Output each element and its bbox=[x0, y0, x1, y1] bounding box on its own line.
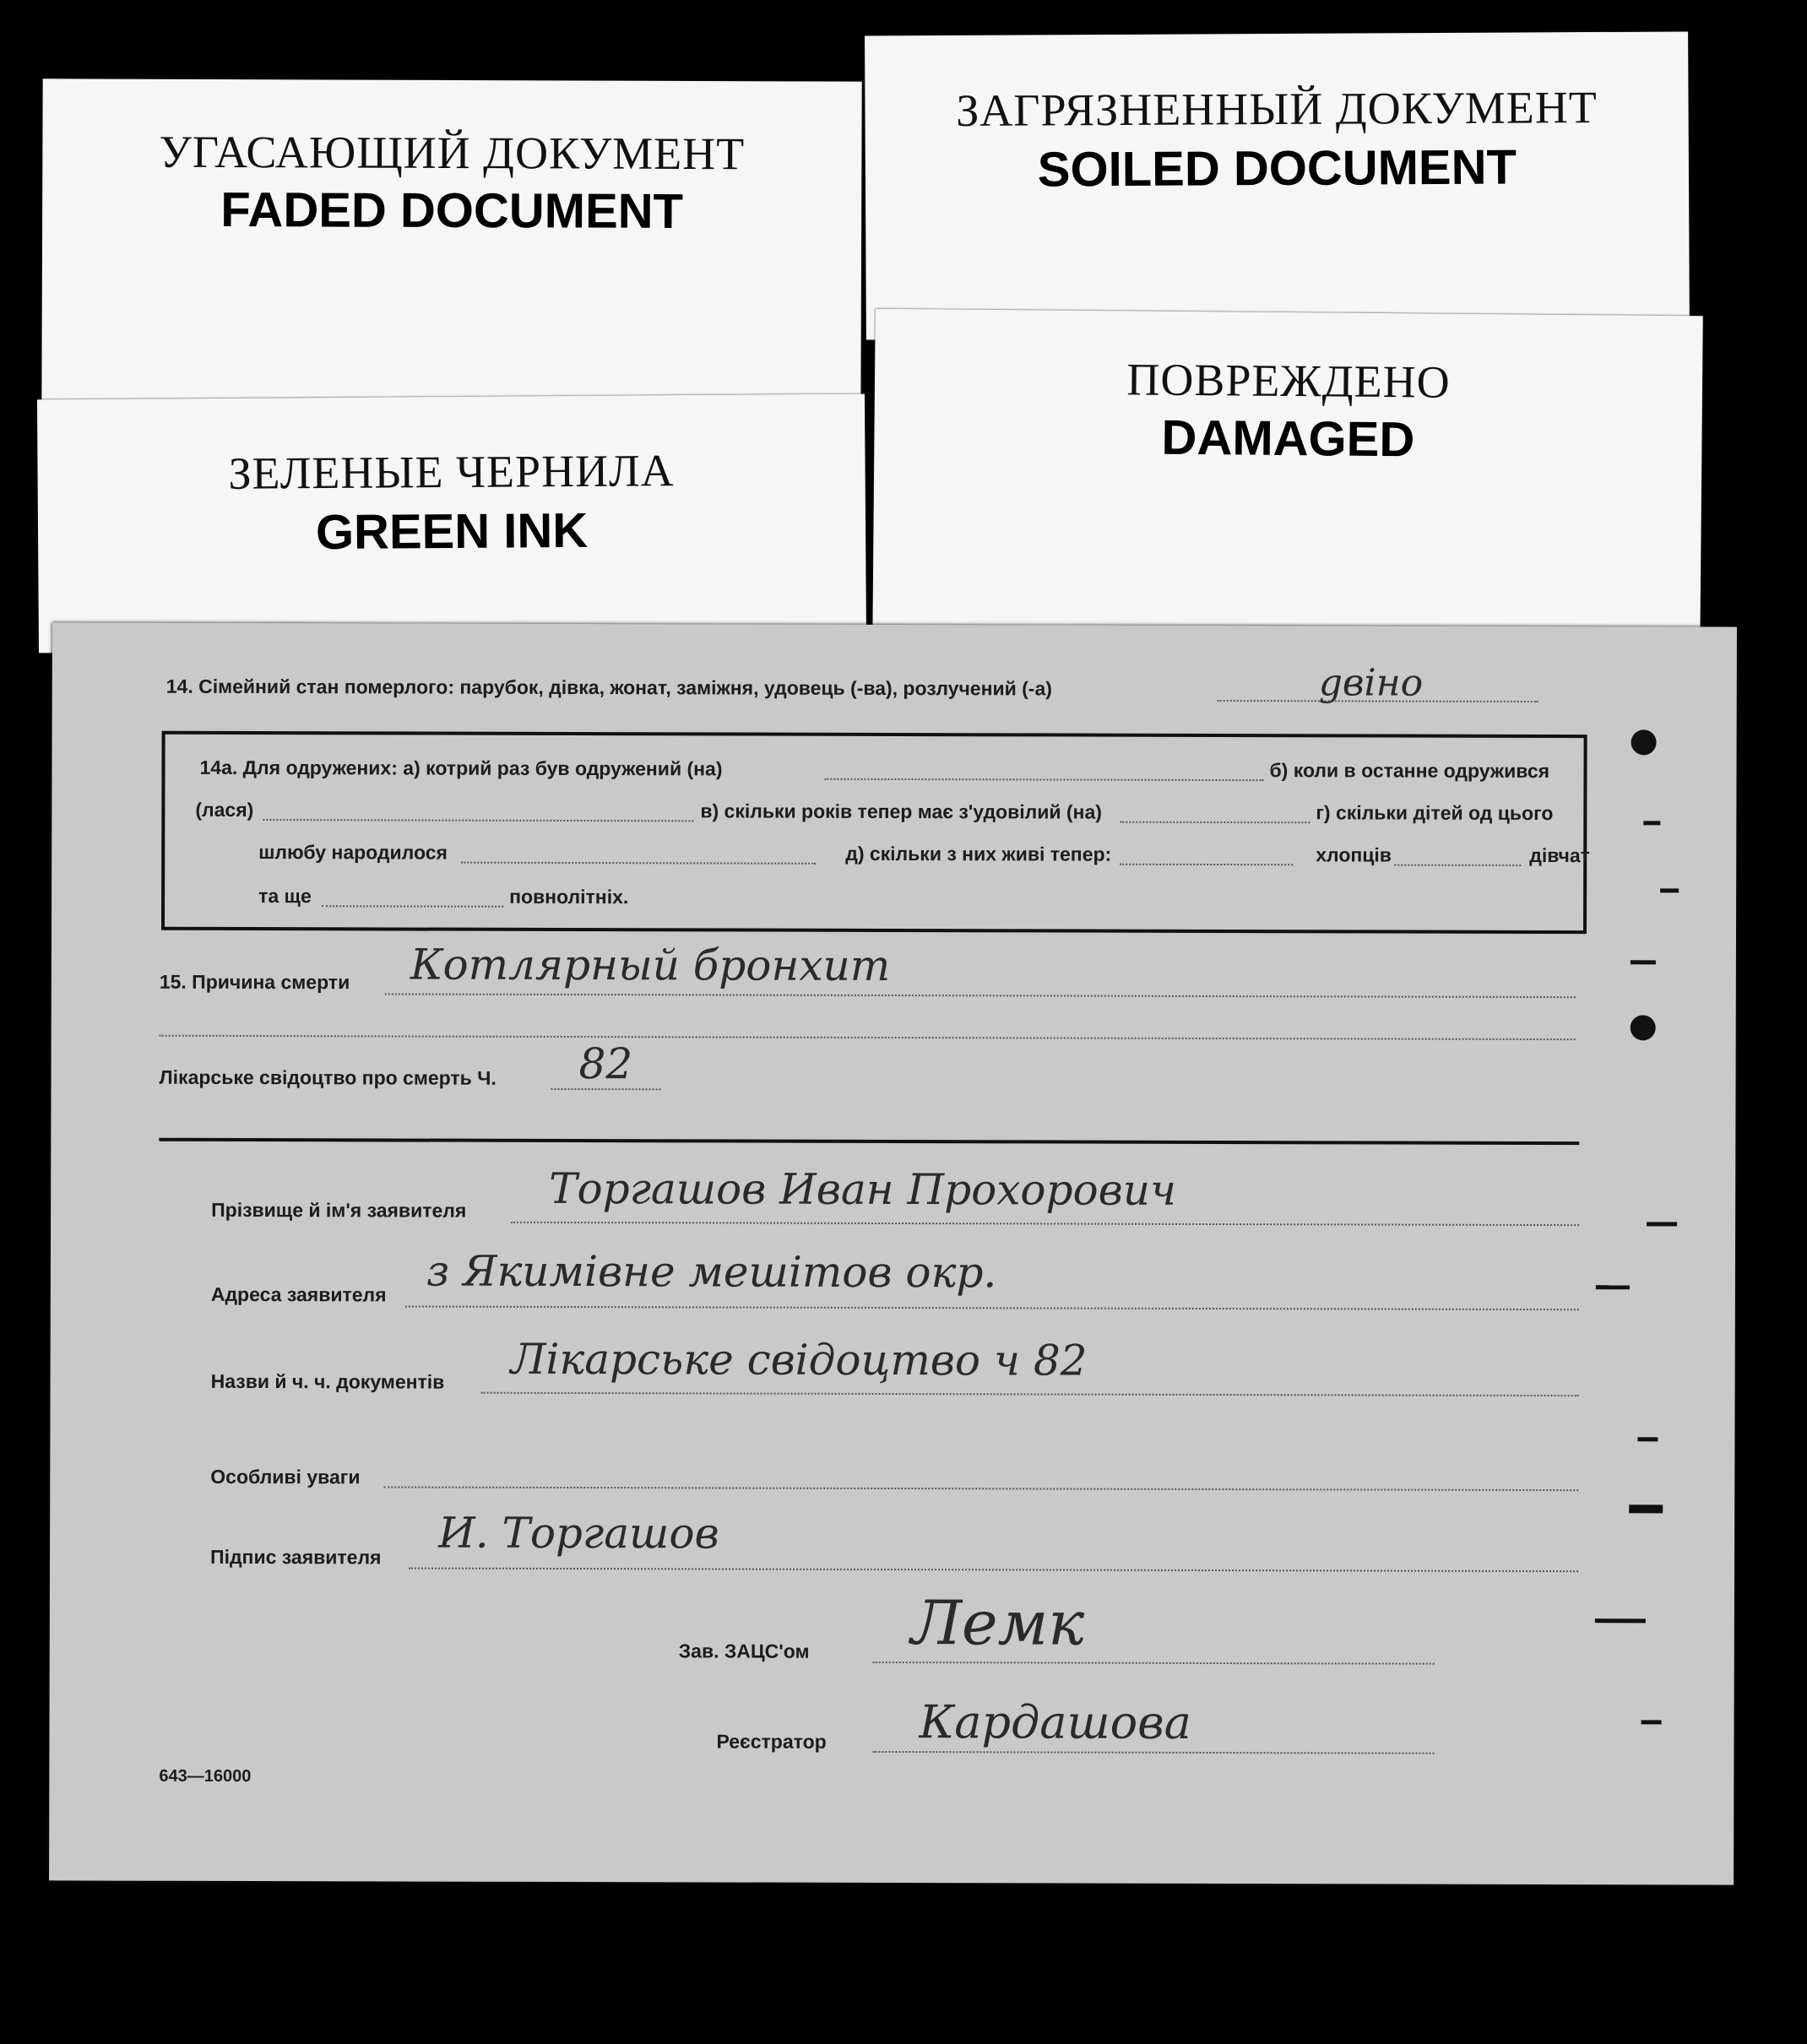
registrar-value: Кардашова bbox=[919, 1695, 1191, 1749]
applicant-address-dotline bbox=[405, 1305, 1579, 1310]
q14-value: gвіно bbox=[1318, 661, 1424, 705]
q14a-line4-b: повнолітніх. bbox=[509, 885, 629, 908]
q14a-line3-b: д) скільки з них живі тепер: bbox=[845, 842, 1112, 865]
edge-damage bbox=[1647, 1222, 1677, 1226]
punch-hole bbox=[1631, 729, 1657, 755]
registrar-label: Реєстратор bbox=[716, 1730, 827, 1753]
q14a-line1-a: 14а. Для одружених: а) котрий раз був одружений (на) bbox=[199, 756, 723, 780]
q14a-line1-b: б) коли в останне одружився bbox=[1269, 759, 1550, 783]
zags-head-signature: Лемк bbox=[910, 1587, 1085, 1659]
q14-label: 14. Сімейний стан померлого: парубок, дівка, жонат, заміжня, удовець (-ва), розлучений (-а) bbox=[166, 675, 1052, 700]
edge-damage bbox=[1660, 888, 1679, 892]
edge-damage bbox=[1595, 1618, 1646, 1623]
applicant-name-dotline bbox=[511, 1222, 1579, 1226]
applicant-name-label: Прізвище й ім'я заявителя bbox=[211, 1198, 467, 1222]
q14a-line2-c: г) скільки дітей од цього bbox=[1316, 801, 1554, 825]
med-cert-dotline bbox=[551, 1088, 661, 1090]
q15-dotline-2 bbox=[160, 1035, 1576, 1040]
q14a-line2-b: в) скільки років тепер має з'удовілий (на) bbox=[700, 800, 1102, 823]
q14a-line3-c: хлопців bbox=[1316, 843, 1392, 866]
punch-hole bbox=[1631, 1015, 1656, 1040]
applicant-address-value: з Якимівне мешітов окр. bbox=[426, 1246, 997, 1298]
zags-head-label: Зав. ЗАЦС'ом bbox=[678, 1640, 810, 1662]
documents-label: Назви й ч. ч. документів bbox=[210, 1369, 445, 1393]
q15-value: Котлярный бронхит bbox=[410, 940, 891, 990]
faded-card-english: FADED DOCUMENT bbox=[220, 182, 684, 239]
faded-card-russian: УГАСАЮЩИЙ ДОКУМЕНТ bbox=[159, 126, 746, 180]
edge-damage bbox=[1631, 960, 1656, 964]
applicant-name-value: Торгашов Иван Прохорович bbox=[549, 1163, 1177, 1215]
damaged-card bbox=[872, 309, 1702, 654]
q14a-line4-a: та ще bbox=[258, 885, 312, 908]
section-divider bbox=[159, 1138, 1579, 1145]
green-card-english: GREEN INK bbox=[315, 502, 589, 561]
signature-label: Підпис заявителя bbox=[210, 1545, 382, 1569]
signature-dotline bbox=[409, 1567, 1578, 1572]
faded-document-card bbox=[41, 79, 861, 419]
print-code: 643—16000 bbox=[159, 1766, 252, 1786]
damaged-card-english: DAMAGED bbox=[1161, 409, 1415, 468]
q15-label: 15. Причина смерти bbox=[159, 970, 350, 994]
green-card-russian: ЗЕЛЕНЫЕ ЧЕРНИЛА bbox=[228, 445, 675, 499]
q14a-line2-a: (лася) bbox=[195, 798, 254, 821]
q15-dotline bbox=[385, 993, 1576, 998]
q14a-line3-dots3 bbox=[1394, 865, 1521, 866]
soiled-card-english: SOILED DOCUMENT bbox=[1037, 139, 1517, 198]
q14a-line3-d: дівчат bbox=[1529, 843, 1590, 867]
edge-damage bbox=[1629, 1505, 1663, 1513]
notes-dotline bbox=[383, 1486, 1578, 1491]
applicant-address-label: Адреса заявителя bbox=[210, 1282, 387, 1306]
soiled-card-russian: ЗАГРЯЗНЕННЫЙ ДОКУМЕНТ bbox=[956, 82, 1598, 136]
med-cert-value: 82 bbox=[578, 1039, 633, 1089]
notes-label: Особливі уваги bbox=[210, 1465, 361, 1488]
soiled-document-card bbox=[865, 31, 1690, 339]
documents-dotline bbox=[481, 1392, 1579, 1396]
edge-damage bbox=[1643, 821, 1660, 825]
med-cert-label: Лікарське свідоцтво про смерть Ч. bbox=[159, 1065, 497, 1089]
damaged-card-russian: ПОВРЕЖДЕНО bbox=[1126, 354, 1451, 408]
edge-damage bbox=[1637, 1437, 1658, 1441]
edge-damage bbox=[1596, 1285, 1630, 1289]
zags-head-dotline bbox=[873, 1662, 1435, 1665]
green-ink-card bbox=[37, 394, 866, 653]
documents-value: Лікарське свідоцтво ч 82 bbox=[510, 1334, 1088, 1385]
q14a-line3-a: шлюбу народилося bbox=[258, 841, 448, 864]
signature-value: И. Торгашов bbox=[438, 1508, 719, 1559]
death-record-form bbox=[49, 622, 1737, 1884]
edge-damage bbox=[1641, 1720, 1662, 1724]
registrar-dotline bbox=[872, 1751, 1434, 1754]
